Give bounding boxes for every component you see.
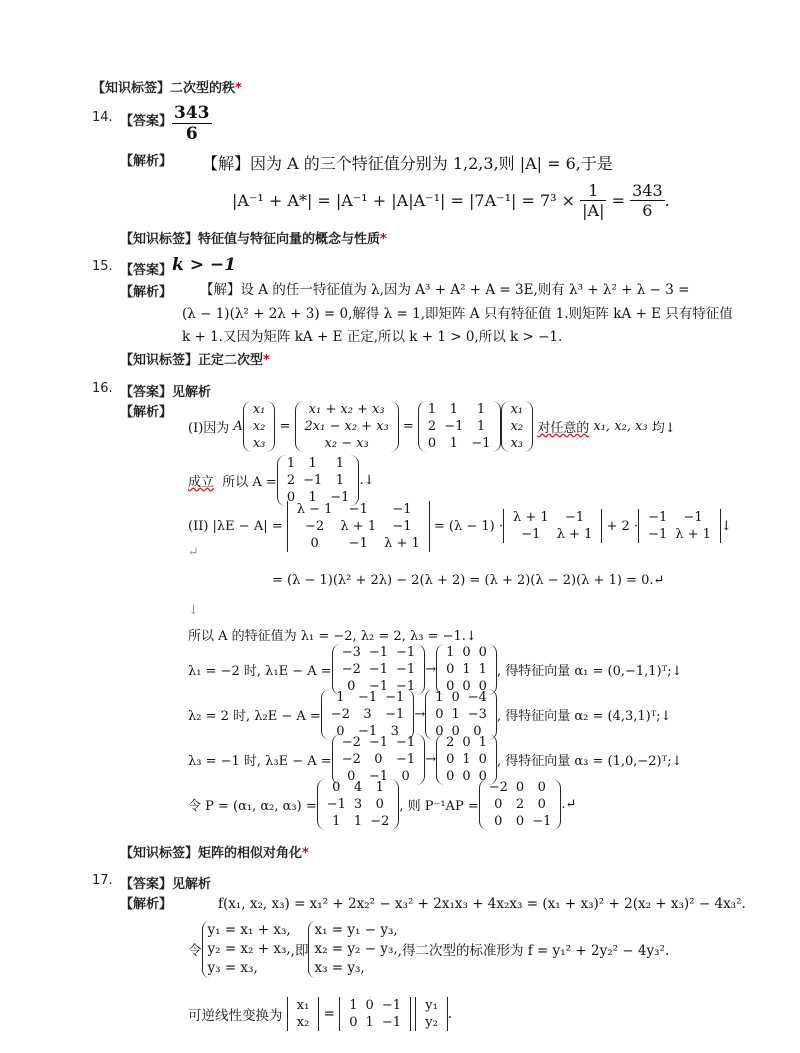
arrow: →	[425, 661, 437, 677]
cell: λ + 1	[513, 510, 549, 525]
cell: 0	[332, 779, 341, 795]
cell: −1	[396, 678, 416, 694]
text: λ₂ = 2 时, λ₂E − A =	[188, 708, 321, 724]
period: .	[664, 190, 670, 210]
cell: −4	[467, 689, 487, 705]
equals: =	[611, 190, 625, 210]
q16-part1-conclusion	[188, 454, 374, 506]
q16-answer-label: 【答案】	[120, 385, 173, 400]
q17-analysis-label: 【解析】	[120, 897, 173, 912]
return-mark-1: ↵	[188, 545, 199, 560]
cell: 1	[353, 813, 363, 829]
cell: 0	[478, 751, 487, 767]
det-2x2-a	[503, 509, 602, 543]
cell: 0	[478, 644, 487, 660]
cell: 3	[390, 723, 399, 739]
vector-rhs	[295, 401, 399, 452]
q16-part1-row: (I)因为 A x₁ x₂ x₃ = x₁ + x₂ + x₃ 2x₁ − x₂ + x₃ x₂ − x₃ = 1 1 1 2 −1 1 0 1 −1 x₁ x₂ x₃ 对任意的 x₁, x₂, x₃ 均↓	[188, 401, 676, 451]
text: , 得特征向量 α₃ = (1,0,−2)ᵀ;↓	[496, 753, 683, 769]
eq: y₂ = x₂ + x₃,	[207, 940, 291, 957]
eq: x₃ = y₃,	[314, 959, 365, 976]
numerator: 1	[580, 181, 606, 201]
cell: −1	[521, 527, 541, 542]
cell: 0	[462, 734, 471, 750]
eq: x₁ = y₁ − y₃,	[314, 921, 398, 938]
star-mark: *	[263, 353, 270, 368]
q14-answer-label: 【答案】	[120, 114, 173, 129]
cell: −1	[444, 418, 464, 434]
cell: −1	[326, 796, 346, 812]
cell: 0	[478, 678, 487, 694]
cell: 3	[363, 706, 372, 722]
cell: 0	[473, 723, 482, 739]
cell: −2	[341, 661, 361, 677]
cell: λ + 1	[675, 527, 711, 542]
cell: 0	[349, 1015, 358, 1030]
text: , 得特征向量 α₂ = (4,3,1)ᵀ;↓	[496, 708, 672, 724]
system-y	[202, 921, 291, 978]
eq: x₂ = y₂ − y₃,	[314, 940, 398, 957]
cell: 2	[446, 734, 455, 750]
star-mark: *	[235, 81, 242, 96]
q17-number: 17.	[92, 873, 113, 888]
text: λ₁ = −2 时, λ₁E − A =	[188, 663, 332, 679]
cell: 0	[347, 768, 356, 784]
cell: −2	[330, 706, 350, 722]
cell: −1	[564, 510, 585, 525]
cell: x₂ − x₃	[324, 435, 369, 451]
text: 成立	[188, 474, 215, 490]
cell: −1	[396, 661, 416, 677]
cell: −1	[348, 501, 368, 517]
q17-answer: 见解析	[172, 877, 212, 892]
return-mark-2: ↓	[188, 603, 199, 618]
cell: x₁	[296, 998, 310, 1013]
cell: 1	[476, 401, 486, 417]
formula-left: |A⁻¹ + A*| = |A⁻¹ + |A|A⁻¹| = |7A⁻¹| = 7³ ×	[232, 190, 576, 210]
cell: 0	[347, 678, 356, 694]
q15-knowledge-tag	[120, 349, 270, 368]
cell: −1	[368, 644, 389, 660]
cell: −1	[385, 706, 405, 722]
cell: −1	[357, 689, 378, 705]
text: , 得特征向量 α₁ = (0,−1,1)ᵀ;↓	[496, 663, 683, 679]
matrix	[321, 689, 415, 740]
star-mark: *	[302, 846, 309, 861]
cell: −1	[330, 489, 350, 505]
text: 令 P = (α₁, α₂, α₃) =	[188, 798, 317, 814]
cell: x₃	[252, 435, 266, 451]
cell: 1	[449, 401, 458, 417]
q16-analysis-label: 【解析】	[120, 405, 173, 420]
cell: 1	[308, 489, 317, 505]
cell: 0	[446, 661, 455, 677]
symbol-A: A	[233, 418, 243, 434]
q15-analysis-label: 【解析】	[120, 285, 173, 300]
star-mark: *	[380, 232, 387, 247]
cell: −1	[532, 813, 552, 829]
q16-knowledge-tag	[120, 842, 309, 861]
vector-x-2	[501, 401, 534, 452]
q14-analysis-label: 【解析】	[120, 154, 173, 169]
tag-text: 特征值与特征向量的概念与性质	[198, 232, 381, 247]
cell: 0	[462, 678, 471, 694]
q17-expansion: f(x₁, x₂, x₃) = x₁² + 2x₂² − x₃² + 2x₁x₃ + 4x₂x₃ = (x₁ + x₃)² + 2(x₂ + x₃)² − 4x₃².	[218, 896, 746, 912]
text: (II) |λE − A| =	[188, 518, 283, 534]
q16-number: 16.	[92, 381, 113, 396]
q15-line1: 【解】设 A 的任一特征值为 λ,因为 A³ + A² + A = 3E,则有 λ³ + λ² + λ − 3 =	[200, 282, 690, 298]
tag-text: 矩阵的相似对角化	[198, 846, 303, 861]
cell: x₁ + x₂ + x₃	[308, 401, 385, 417]
q15-line2: (λ − 1)(λ² + 2λ + 3) = 0,解得 λ = 1,即矩阵 A 只有特征值 1.则矩阵 kA + E 只有特征值	[182, 306, 733, 322]
cell: 1	[435, 689, 444, 705]
matrix	[332, 644, 426, 695]
cell: 1	[335, 472, 344, 488]
cell: 1	[336, 689, 345, 705]
cell: 1	[308, 455, 317, 471]
cell: −1	[683, 510, 703, 525]
cell: 3	[353, 796, 363, 812]
matrix-reduced	[425, 689, 497, 740]
cell: λ + 1	[384, 535, 420, 551]
cell: −1	[392, 518, 412, 534]
cell: 0	[494, 813, 503, 829]
text: ,得二次型的标准形为 f = y₁² + 2y₂² − 4y₃².	[397, 943, 670, 959]
cell: −1	[368, 661, 389, 677]
text: 令	[188, 943, 202, 959]
cell: 0	[435, 723, 444, 739]
tag-text: 二次型的秩	[170, 81, 236, 96]
text: 对任意的	[537, 420, 590, 436]
cell: 0	[336, 723, 345, 739]
tag-text: 正定二次型	[198, 353, 264, 368]
cell: −1	[348, 535, 368, 551]
q16-eigenvalues: 所以 A 的特征值为 λ₁ = −2, λ₂ = 2, λ₃ = −1.↓	[188, 629, 477, 644]
cell: 0	[446, 678, 455, 694]
tag-label: 【知识标签】	[120, 232, 199, 247]
denominator: 6	[185, 124, 198, 144]
cell: 1	[332, 813, 341, 829]
matrix	[332, 734, 426, 785]
cell: 2	[286, 472, 296, 488]
text: , 则 P⁻¹AP =	[399, 798, 479, 814]
q16-diagonalization	[188, 778, 576, 830]
text: (I)因为	[188, 420, 230, 436]
cell: 2	[427, 418, 437, 434]
text: 均↓	[651, 420, 676, 436]
cell: −2	[341, 734, 361, 750]
q14-answer	[172, 103, 212, 144]
cell: −1	[368, 734, 389, 750]
fraction-2	[630, 181, 665, 220]
cell: −1	[385, 689, 405, 705]
cell: 0	[286, 489, 296, 505]
cell: 0	[375, 796, 384, 812]
cell: 1	[449, 435, 458, 451]
text: = (λ − 1) ·	[433, 518, 504, 534]
cell: 0	[537, 779, 546, 795]
cell: 1	[335, 455, 344, 471]
cell: 0	[374, 751, 383, 767]
cell: 0	[435, 706, 444, 722]
tag-label: 【知识标签】	[120, 846, 199, 861]
denominator: |A|	[582, 200, 605, 220]
q15-answer-label: 【答案】	[120, 263, 173, 278]
q13-knowledge-tag	[92, 77, 242, 96]
cell: −1	[648, 527, 668, 542]
text: .↵	[561, 796, 577, 812]
q16-answer: 见解析	[172, 385, 212, 400]
system-x	[308, 921, 397, 978]
cell: 0	[537, 796, 546, 812]
eq: y₃ = x₃,	[207, 959, 258, 976]
cell: 0	[365, 998, 374, 1013]
text: 所以 A =	[222, 474, 277, 490]
cell: 0	[427, 435, 437, 451]
text: λ₃ = −1 时, λ₃E − A =	[188, 753, 332, 769]
cell: 0	[446, 751, 455, 767]
tag-label: 【知识标签】	[120, 353, 199, 368]
text: 可逆线性变换为	[188, 1008, 283, 1024]
q17-answer-label: 【答案】	[120, 877, 173, 892]
q14-formula	[232, 180, 670, 220]
numerator: 343	[632, 180, 663, 200]
vector-y	[415, 997, 448, 1031]
cell: x₂	[252, 418, 266, 434]
matrix	[339, 997, 411, 1031]
matrix-diagonal	[479, 779, 562, 830]
cell: −1	[396, 644, 416, 660]
cell: −1	[357, 723, 378, 739]
cell: −2	[370, 813, 390, 829]
cell: −1	[368, 678, 389, 694]
cell: x₂	[510, 418, 524, 434]
q16-part2-row	[188, 500, 732, 552]
text: + 2 ·	[606, 518, 639, 534]
cell: x₂	[296, 1015, 310, 1030]
cell: 1	[349, 998, 358, 1013]
cell: 1	[427, 401, 437, 417]
cell: 1	[446, 644, 455, 660]
answer-fraction	[172, 103, 212, 144]
cell: 1	[478, 734, 487, 750]
matrix-A	[418, 401, 501, 452]
cell: 0	[401, 768, 410, 784]
cell: −3	[341, 644, 361, 660]
cell: −1	[396, 734, 416, 750]
denominator: 6	[642, 200, 653, 220]
cell: x₃	[510, 435, 524, 451]
q14-solution-line1: 【解】因为 A 的三个特征值分别为 1,2,3,则 |A| = 6,于是	[202, 154, 613, 173]
cell: −2	[305, 518, 325, 534]
cell: 1	[365, 1015, 374, 1030]
cell: −2	[488, 779, 508, 795]
det-2x2-b	[638, 509, 721, 543]
q15-line3: k + 1.又因为矩阵 kA + E 正定,所以 k + 1 > 0,所以 k > −1.	[182, 329, 563, 345]
cell: 0	[478, 768, 487, 784]
cell: x₁	[510, 401, 524, 417]
arrow: →	[425, 751, 437, 767]
eq: y₁ = x₁ + x₃,	[207, 921, 291, 938]
det-3x3	[287, 501, 430, 552]
q14-number: 14.	[92, 110, 113, 125]
cell: −1	[381, 998, 401, 1013]
fraction-1	[580, 181, 606, 220]
arrow: →	[414, 706, 426, 722]
cell: 1	[462, 751, 471, 767]
cell: −1	[396, 751, 416, 767]
cell: −3	[467, 706, 487, 722]
cell: 4	[353, 779, 363, 795]
cell: 1	[476, 418, 486, 434]
cell: −1	[392, 501, 412, 517]
q17-transform: 可逆线性变换为 x₁ x₂ = 1 0 −1 0 1 −1 y₁ y₂ .	[188, 998, 453, 1030]
vector-x	[243, 401, 276, 452]
matrix-P	[317, 779, 400, 830]
cell: 1	[462, 661, 471, 677]
cell: 1	[375, 779, 384, 795]
text: .↓	[359, 472, 375, 488]
numerator: 343	[174, 103, 210, 123]
matrix-reduced	[436, 644, 497, 695]
vector-x	[287, 997, 320, 1031]
cell: −1	[471, 435, 491, 451]
cell: λ − 1	[296, 501, 333, 517]
cell: 0	[451, 689, 460, 705]
cell: x₁	[252, 401, 266, 417]
q17-substitution	[188, 918, 669, 980]
cell: −1	[648, 510, 668, 525]
cell: 1	[478, 661, 487, 677]
text: .	[447, 1006, 453, 1022]
q14-knowledge-tag	[120, 228, 387, 247]
cell: 0	[310, 535, 319, 551]
cell: λ + 1	[340, 518, 377, 534]
cell: 0	[515, 813, 525, 829]
q16-char-poly: = (λ − 1)(λ² + 2λ) − 2(λ + 2) = (λ + 2)(λ − 2)(λ + 1) = 0.↵	[272, 573, 665, 588]
text: ↓	[720, 518, 732, 534]
cell: λ + 1	[556, 527, 593, 542]
matrix-A-result	[277, 455, 360, 506]
cell: y₁	[425, 998, 438, 1013]
cell: −1	[368, 768, 389, 784]
cell: −1	[303, 472, 323, 488]
cell: 2x₁ − x₂ + x₃	[304, 418, 389, 434]
cell: −1	[381, 1015, 401, 1030]
matrix-reduced	[436, 734, 497, 785]
q15-number: 15.	[92, 259, 113, 274]
tag-label: 【知识标签】	[92, 81, 171, 96]
cell: −2	[341, 751, 361, 767]
text: ,即	[290, 943, 309, 959]
cell: 0	[494, 796, 503, 812]
cell: 0	[462, 644, 471, 660]
vars: x₁, x₂, x₃	[593, 418, 648, 434]
cell: 1	[286, 455, 296, 471]
cell: 1	[451, 706, 460, 722]
cell: 0	[446, 768, 455, 784]
cell: y₂	[425, 1015, 438, 1030]
cell: 0	[462, 768, 471, 784]
cell: 0	[451, 723, 460, 739]
cell: 0	[515, 779, 525, 795]
q15-answer: k > −1	[172, 255, 236, 275]
cell: 2	[515, 796, 525, 812]
